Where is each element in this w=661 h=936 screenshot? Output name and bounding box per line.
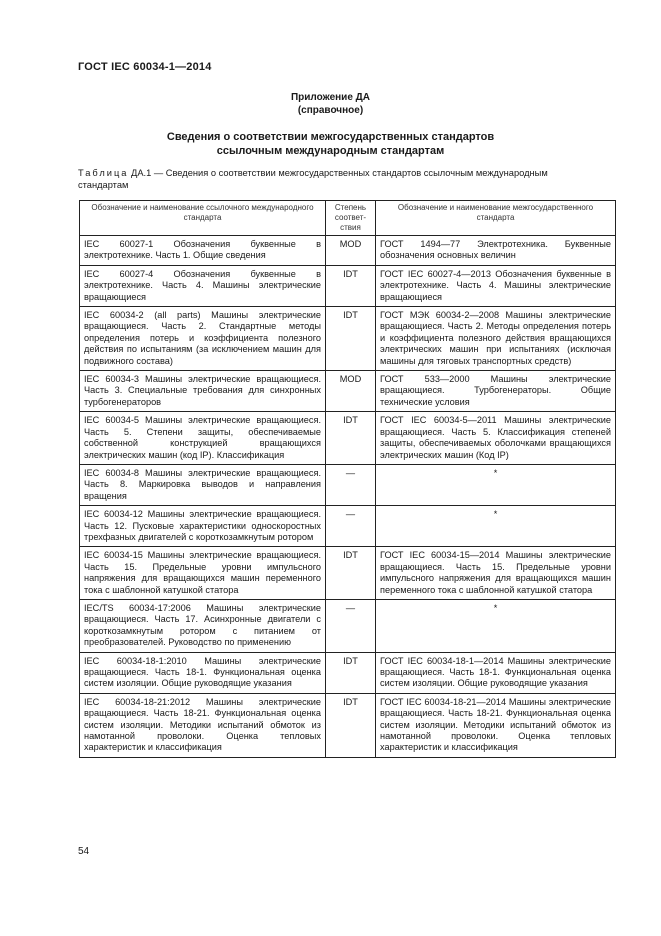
header-national-standard: Обозначение и наименование межгосударственного стандарта (376, 201, 616, 236)
cell-national-standard: ГОСТ IEC 60034-15—2014 Машины электрические вращающиеся. Часть 15. Предельные уровни импульсного напряжения для вращающихся машин переменного тока с шаблонной катушкой статора (376, 547, 616, 600)
table-row (80, 547, 616, 600)
section-title-line1: Сведения о соответствии межгосударственных стандартов (166, 131, 495, 143)
header-degree: Степень соответ-ствия (326, 201, 376, 236)
cell-degree: IDT (326, 265, 376, 306)
cell-intl-standard: IEC/TS 60034-17:2006 Машины электрические вращающиеся. Часть 17. Асинхронные двигатели с короткозамкнутым ротором с питанием от преобразователей. Руководство по применению (80, 599, 326, 652)
cell-national-standard: * (376, 506, 616, 547)
cell-national-standard: * (376, 599, 616, 652)
cell-degree: — (326, 599, 376, 652)
table-row (80, 371, 616, 412)
cell-national-standard: ГОСТ IEC 60027-4—2013 Обозначения буквенные в электротехнике. Часть 4. Машины электрические вращающиеся (376, 265, 616, 306)
cell-intl-standard: IEC 60034-8 Машины электрические вращающиеся. Часть 8. Маркировка выводов и направления вращения (80, 464, 326, 505)
correspondence-table (79, 200, 616, 758)
cell-national-standard: ГОСТ IEC 60034-18-1—2014 Машины электрические вращающиеся. Часть 18-1. Функциональная оценка систем изоляции. Общие руководящие указания (376, 652, 616, 693)
table-row (80, 652, 616, 693)
table-header-row (80, 201, 616, 236)
cell-degree: — (326, 506, 376, 547)
cell-national-standard: ГОСТ IEC 60034-18-21—2014 Машины электрические вращающиеся. Часть 18-21. Функциональная оценка систем изоляции. Методики испытаний обмоток из намотанной проволоки. Оценка тепловых характеристик и классификация (376, 693, 616, 757)
cell-national-standard: ГОСТ МЭК 60034-2—2008 Машины электрические вращающиеся. Часть 2. Методы определения потерь и коэффициента полезного действия вращающихся электрических машин при испытаниях (исключая машины для тяговых транспортных средств) (376, 307, 616, 371)
cell-national-standard: ГОСТ 1494—77 Электротехника. Буквенные обозначения основных величин (376, 236, 616, 266)
table-row (80, 693, 616, 757)
cell-degree: IDT (326, 412, 376, 465)
cell-degree: MOD (326, 236, 376, 266)
table-label: Таблица (78, 168, 129, 178)
cell-national-standard: ГОСТ IEC 60034-5—2011 Машины электрические вращающиеся. Часть 5. Классификация степеней защиты, обеспечиваемых оболочками вращающихся электрических машин (Код IP) (376, 412, 616, 465)
table-row (80, 464, 616, 505)
document-header: ГОСТ IEC 60034-1—2014 (78, 61, 212, 73)
annex-subtitle: (справочное) (297, 105, 364, 116)
table-row (80, 307, 616, 371)
cell-degree: IDT (326, 307, 376, 371)
page-number: 54 (78, 846, 90, 857)
table-row (80, 412, 616, 465)
table-caption (78, 167, 590, 191)
table-row (80, 265, 616, 306)
table-caption-text: ДА.1 — Сведения о соответствии межгосударственных стандартов ссылочным международным стандартам (78, 168, 548, 190)
table-row (80, 236, 616, 266)
section-title (0, 130, 661, 158)
cell-degree: IDT (326, 652, 376, 693)
cell-national-standard: * (376, 464, 616, 505)
cell-degree: — (326, 464, 376, 505)
cell-intl-standard: IEC 60027-1 Обозначения буквенные в электротехнике. Часть 1. Общие сведения (80, 236, 326, 266)
cell-intl-standard: IEC 60034-12 Машины электрические вращающиеся. Часть 12. Пусковые характеристики односкоростных трехфазных двигателей с короткозамкнутым ротором (80, 506, 326, 547)
table-row (80, 506, 616, 547)
header-intl-standard: Обозначение и наименование ссылочного международного стандарта (80, 201, 326, 236)
cell-intl-standard: IEC 60034-3 Машины электрические вращающиеся. Часть 3. Специальные требования для синхронных турбогенераторов (80, 371, 326, 412)
cell-intl-standard: IEC 60034-5 Машины электрические вращающиеся. Часть 5. Степени защиты, обеспечиваемые собственной конструкцией вращающихся электрических машин (код IP). Классификация (80, 412, 326, 465)
cell-intl-standard: IEC 60034-2 (all parts) Машины электрические вращающиеся. Часть 2. Стандартные методы определения потерь и коэффициента полезного действия по испытаниям (за исключением машин для подвижного состава) (80, 307, 326, 371)
cell-intl-standard: IEC 60034-15 Машины электрические вращающиеся. Часть 15. Предельные уровни импульсного напряжения для вращающихся машин переменного тока с шаблонной катушкой статора (80, 547, 326, 600)
cell-intl-standard: IEC 60034-18-21:2012 Машины электрические вращающиеся. Часть 18-21. Функциональная оценка систем изоляции. Методики испытаний обмоток из намотанной проволоки. Оценка тепловых характеристик и классификация (80, 693, 326, 757)
cell-intl-standard: IEC 60034-18-1:2010 Машины электрические вращающиеся. Часть 18-1. Функциональная оценка систем изоляции. Общие руководящие указания (80, 652, 326, 693)
table-row (80, 599, 616, 652)
cell-degree: MOD (326, 371, 376, 412)
annex-title: Приложение ДА (290, 92, 371, 103)
cell-degree: IDT (326, 693, 376, 757)
cell-degree: IDT (326, 547, 376, 600)
cell-intl-standard: IEC 60027-4 Обозначения буквенные в электротехнике. Часть 4. Машины электрические вращающиеся (80, 265, 326, 306)
cell-national-standard: ГОСТ 533—2000 Машины электрические вращающиеся. Турбогенераторы. Общие технические условия (376, 371, 616, 412)
section-title-line2: ссылочным международным стандартам (216, 145, 445, 157)
